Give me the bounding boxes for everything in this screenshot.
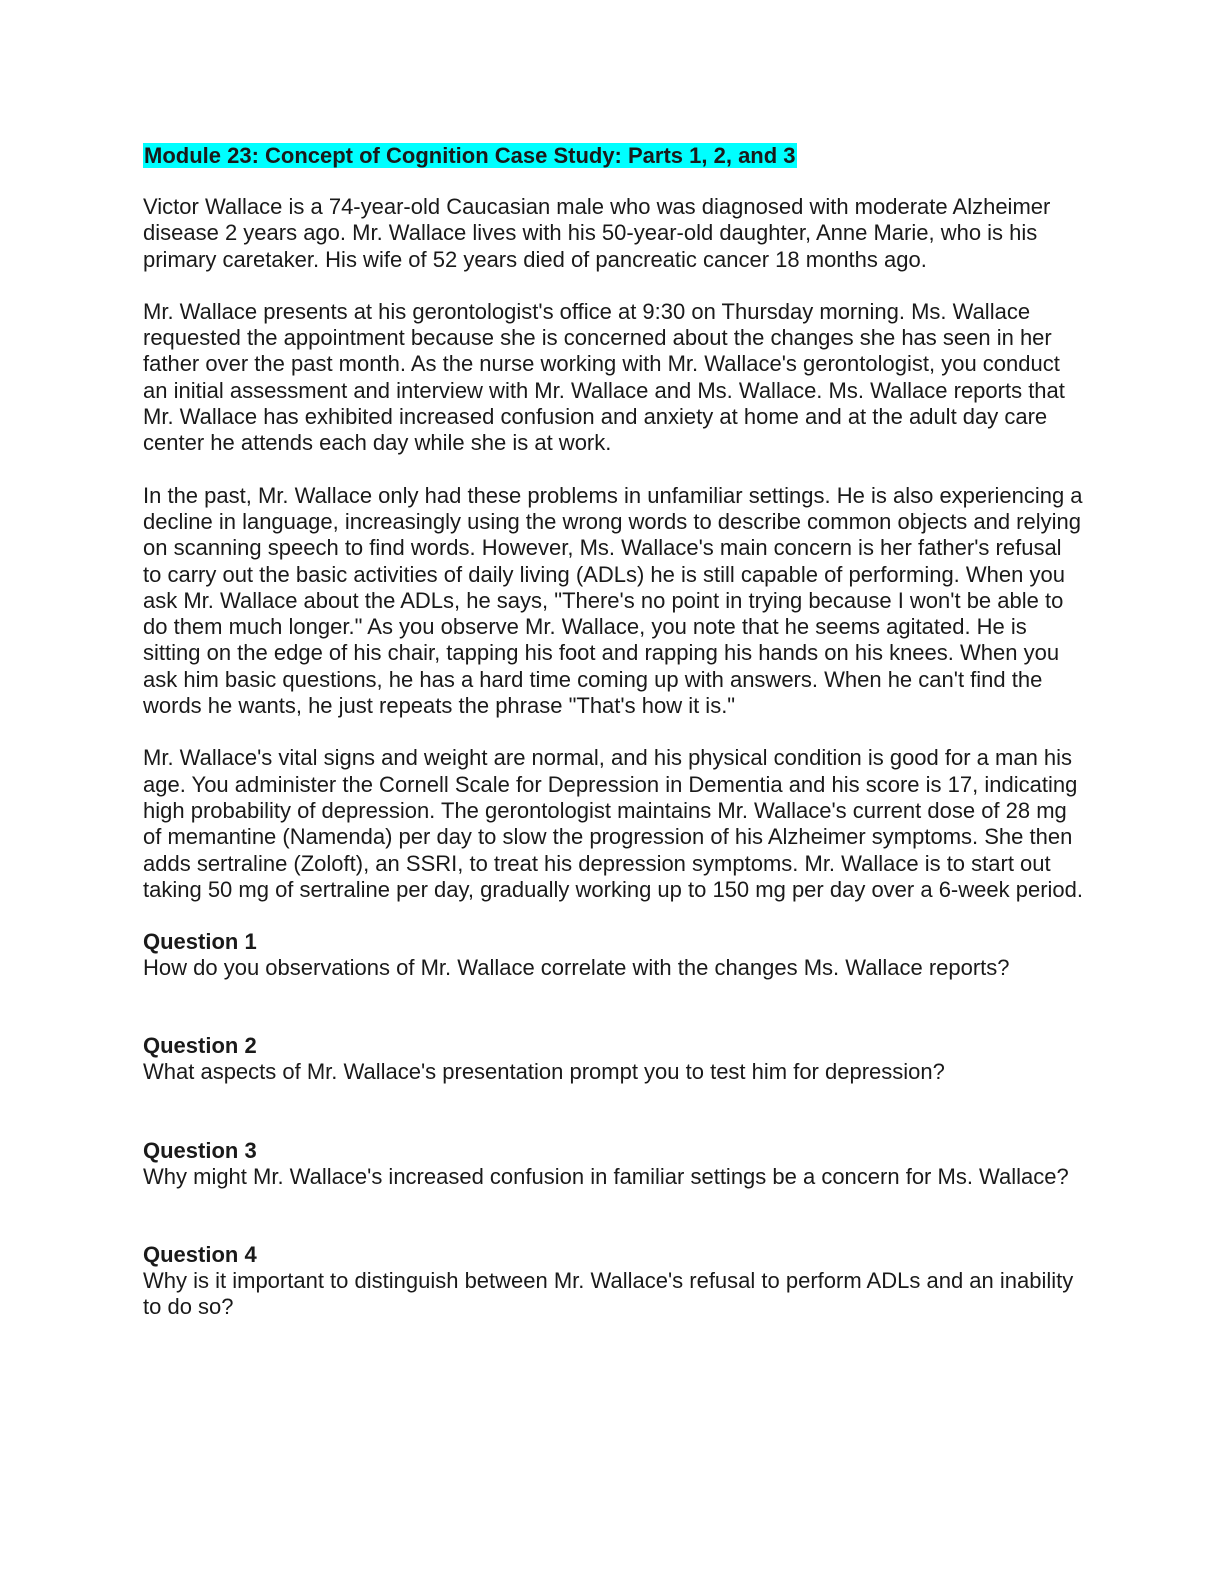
question-4 <box>143 1242 1083 1321</box>
paragraph-intro: Victor Wallace is a 74-year-old Caucasian male who was diagnosed with moderate Alzheimer disease 2 years ago. Mr. Wallace lives with his 50-year-old daughter, Anne Marie, who is his primary caretaker. His wife of 52 years died of pancreatic cancer 18 months ago. <box>143 194 1051 272</box>
question-label: Question 1 <box>143 929 257 955</box>
paragraph-treatment: Mr. Wallace's vital signs and weight are normal, and his physical condition is good for a man his age. You administer the Cornell Scale for Depression in Dementia and his score is 17, indicating high probability of depression. The gerontologist maintains Mr. Wallace's current dose of 28 mg of memantine (Namenda) per day to slow the progression of his Alzheimer symptoms. She then adds sertraline (Zoloft), an SSRI, to treat his depression symptoms. Mr. Wallace is to start out taking 50 mg of sertraline per day, gradually working up to 150 mg per day over a 6-week period. <box>143 745 1083 902</box>
question-3 <box>143 1138 1083 1190</box>
question-label: Question 3 <box>143 1137 257 1163</box>
document-page <box>143 142 1083 1321</box>
question-text: Why is it important to distinguish between Mr. Wallace's refusal to perform ADLs and an inability to do so? <box>143 1268 1074 1320</box>
question-label: Question 4 <box>143 1242 257 1268</box>
paragraph-observations: In the past, Mr. Wallace only had these problems in unfamiliar settings. He is also experiencing a decline in language, increasingly using the wrong words to describe common objects and relying on scanning speech to find words. However, Ms. Wallace's main concern is her father's refusal to carry out the basic activities of daily living (ADLs) he is still capable of performing. When you ask Mr. Wallace about the ADLs, he says, "There's no point in trying because I won't be able to do them much longer." As you observe Mr. Wallace, you note that he seems agitated. He is sitting on the edge of his chair, tapping his foot and rapping his hands on his knees. When you ask him basic questions, he has a hard time coming up with answers. When he can't find the words he wants, he just repeats the phrase "That's how it is." <box>143 482 1083 719</box>
question-text: How do you observations of Mr. Wallace correlate with the changes Ms. Wallace reports? <box>143 955 1010 981</box>
question-2 <box>143 1033 1083 1085</box>
question-text: Why might Mr. Wallace's increased confusion in familiar settings be a concern for Ms. Wallace? <box>143 1163 1069 1189</box>
question-label: Question 2 <box>143 1033 257 1059</box>
question-1 <box>143 929 1083 981</box>
title-highlight: Module 23: Concept of Cognition Case Study: Parts 1, 2, and 3 <box>144 143 796 168</box>
document-title <box>143 142 1083 170</box>
question-text: What aspects of Mr. Wallace's presentation prompt you to test him for depression? <box>143 1059 945 1085</box>
paragraph-presentation: Mr. Wallace presents at his gerontologist's office at 9:30 on Thursday morning. Ms. Wallace requested the appointment because she is concerned about the changes she has seen in her father over the past month. As the nurse working with Mr. Wallace's gerontologist, you conduct an initial assessment and interview with Mr. Wallace and Ms. Wallace. Ms. Wallace reports that Mr. Wallace has exhibited increased confusion and anxiety at home and at the adult day care center he attends each day while she is at work. <box>143 298 1065 456</box>
